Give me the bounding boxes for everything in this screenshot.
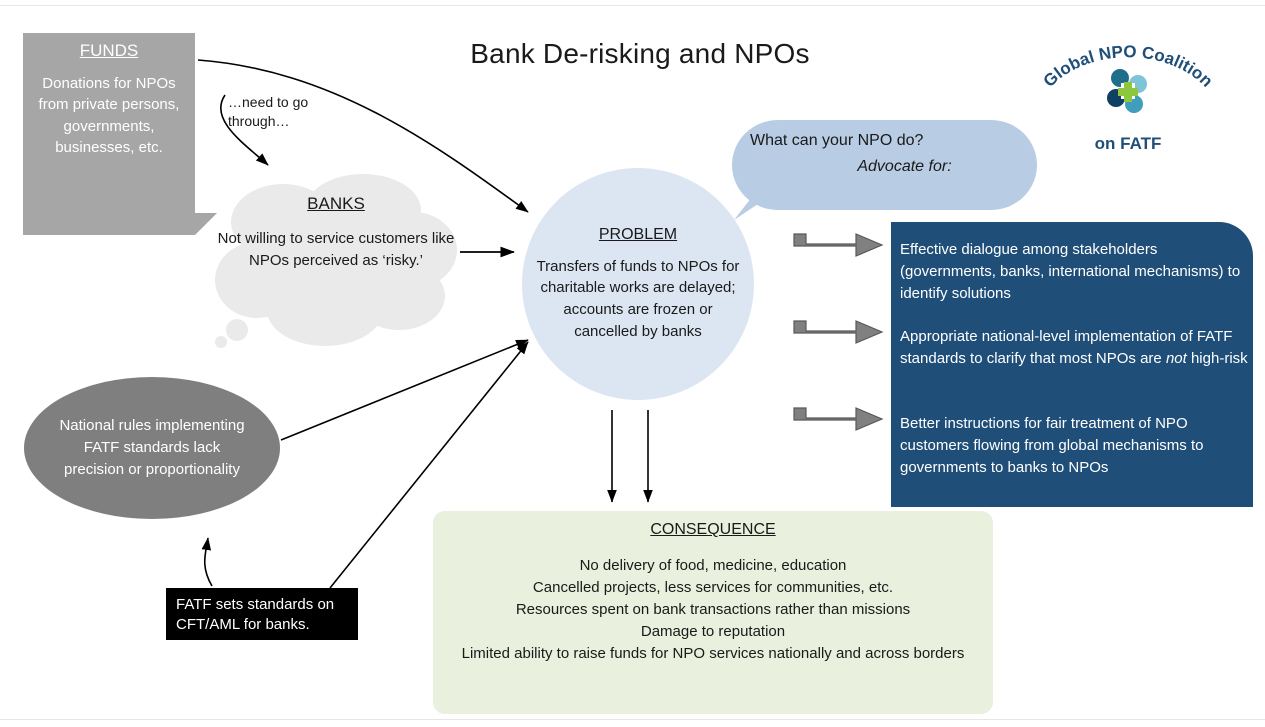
speech-bubble — [732, 120, 1037, 210]
consequence-line-5: Limited ability to raise funds for NPO services nationally and across borders — [461, 645, 965, 663]
global-npo-coalition-logo — [1030, 30, 1226, 158]
consequence-body — [447, 555, 979, 665]
problem-body: Transfers of funds to NPOs for charitable works are delayed; accounts are frozen or cancelled by banks — [536, 257, 740, 340]
advocacy-item-2: Appropriate national-level implementation of FATF standards to clarify that most NPOs are not high-risk — [900, 328, 1248, 368]
consequence-header: CONSEQUENCE — [650, 521, 776, 538]
consequence-box — [433, 511, 993, 714]
consequence-line-2: Cancelled projects, less services for communities, etc. — [532, 579, 894, 597]
arrow-fatf-to-national-rules — [205, 538, 212, 586]
block-arrow-3-icon — [792, 402, 886, 432]
consequence-line-4: Damage to reputation — [640, 623, 786, 641]
banks-cloud — [213, 170, 459, 348]
funds-body: Donations for NPOs from private persons, governments, businesses, etc. — [38, 75, 180, 156]
bubble-question: What can your NPO do? — [750, 132, 924, 149]
national-rules-ellipse: National rules implementing FATF standards lack precision or proportionality — [24, 377, 280, 519]
need-to-go-through-label: …need to go through… — [228, 94, 309, 129]
banks-header: BANKS — [307, 194, 365, 213]
banks-body: Not willing to service customers like NPOs perceived as ‘risky.’ — [217, 230, 455, 269]
problem-header: PROBLEM — [598, 225, 678, 243]
advocacy-item-1: Effective dialogue among stakeholders (governments, banks, international mechanisms) to identify solutions — [900, 241, 1241, 303]
advocacy-item-3: Better instructions for fair treatment of NPO customers flowing from global mechanisms to governments to banks to NPOs — [900, 415, 1204, 477]
consequence-line-1: No delivery of food, medicine, education — [579, 557, 847, 574]
fatf-standards-box: FATF sets standards on CFT/AML for banks. — [166, 588, 358, 640]
block-arrow-2-icon — [792, 315, 886, 345]
block-arrow-1-icon — [792, 228, 886, 258]
consequence-line-3: Resources spent on bank transactions rather than missions — [515, 601, 911, 619]
advocacy-panel — [891, 222, 1253, 507]
svg-text:Global NPO Coalition: Global NPO Coalition — [1039, 42, 1217, 91]
arrow-national-rules-to-problem — [281, 340, 528, 440]
banks-text-block — [213, 194, 459, 272]
problem-ellipse — [522, 168, 754, 400]
bubble-call-to-action: Advocate for: — [857, 158, 952, 175]
page-title: Bank De-risking and NPOs — [470, 38, 810, 69]
logo-subtext: on FATF — [1094, 134, 1162, 153]
bottom-divider — [0, 719, 1265, 727]
funds-box — [23, 33, 195, 235]
top-divider — [0, 0, 1265, 6]
funds-header: FUNDS — [79, 41, 139, 60]
